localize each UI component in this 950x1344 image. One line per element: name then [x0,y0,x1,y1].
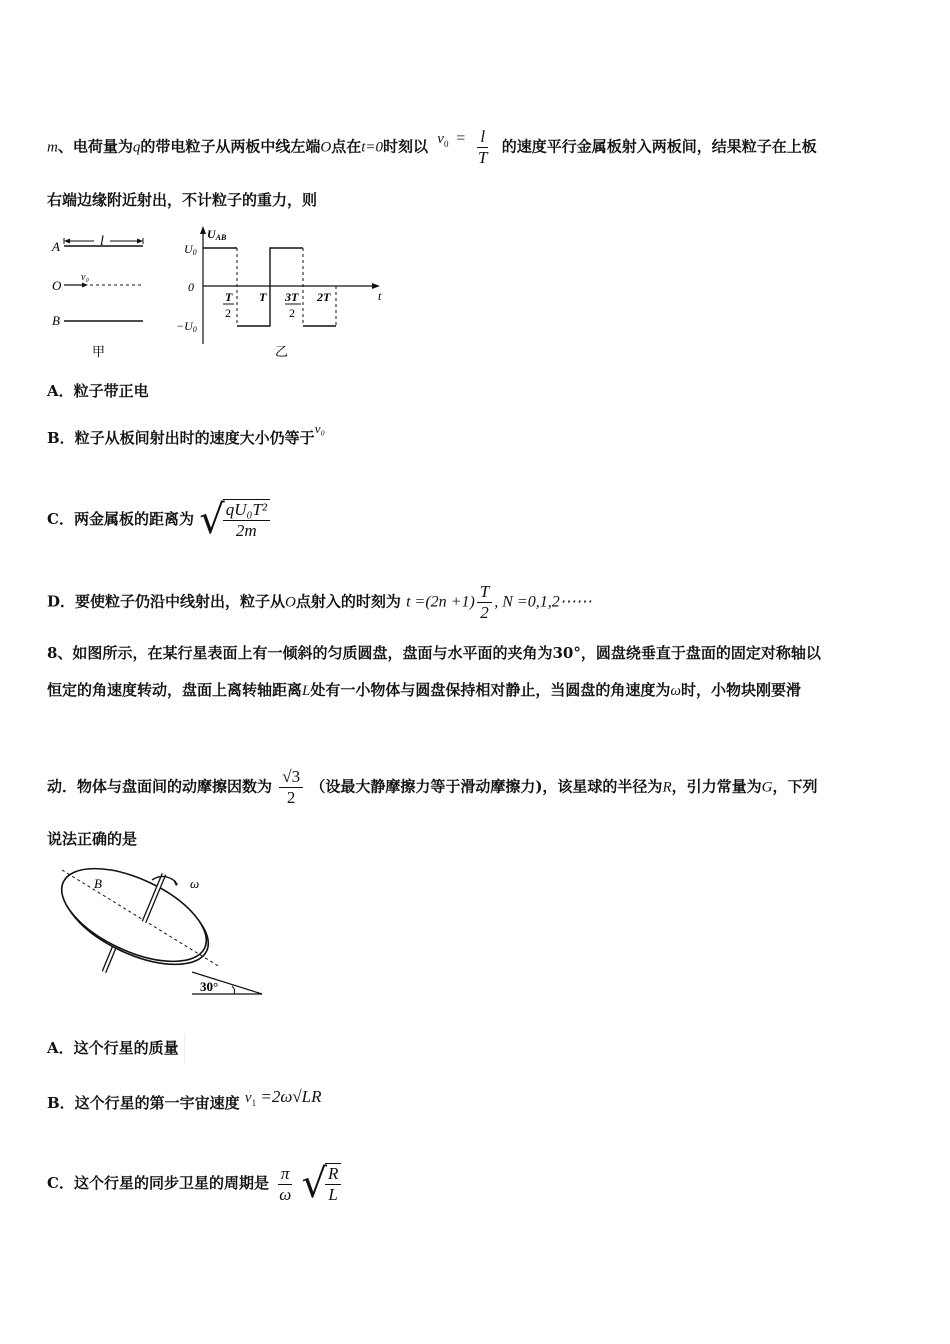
q7-option-d[interactable]: D．要使粒子仍沿中线射出，粒子从O点射入的时刻为 t =(2n +1) $\frac{T}{2}$ , N =0,1,2⋯⋯ [47,582,592,622]
q7-line2: 右端边缘附近射出，不计粒子的重力，则 [47,191,318,209]
q7-figure [40,222,400,362]
faded-formula-icon [184,1034,195,1064]
tick-3T-half-num: 3T [285,290,299,304]
omega-label: ω [190,876,200,891]
label-A: A [52,239,60,254]
tick-T-half-num: T [225,290,233,304]
t-axis-label: t [378,289,382,303]
caption-jia: 甲 [92,344,106,359]
q7-option-c[interactable]: C．两金属板的距离为 √ $\frac{\text{qU₀T²}}{2m}$ [47,499,272,541]
q8-option-b[interactable]: B．这个行星的第一宇宙速度 $v_1 =2\omega√LR$ [47,1087,322,1112]
tilted-disc [48,860,262,994]
label-l: l [100,234,104,249]
tick-3T-half-den: 2 [289,306,295,320]
q8-option-c[interactable]: C．这个行星的同步卫星的周期是 $\frac{\pi}{\omega}$ √ $\frac{R}{L}$ [47,1163,343,1205]
mu-fraction: $\frac{√3}{2}$ [279,767,303,808]
zero-label: 0 [188,280,194,294]
disc-label-B: B [94,876,102,891]
angle-label: 30° [200,979,219,994]
label-B: B [52,313,60,328]
q8-line4: 说法正确的是 [47,830,138,848]
q8-line2: 恒定的角速度转动，盘面上离转轴距离L处有一小物体与圆盘保持相对静止，当圆盘的角速度为ω时，小物块刚要滑 [47,681,801,699]
tick-T: T [259,290,267,304]
label-v0: v₀ [81,272,89,283]
radical-formula: √ $\frac{R}{L}$ [301,1163,343,1205]
figure-jia [51,234,143,359]
q7-option-a[interactable]: A．粒子带正电 [47,382,149,400]
tick-T-half-den: 2 [225,306,231,320]
q7-intro-line: m、电荷量为q的带电粒子从两板中线左端O点在t=0时刻以 $v_0$ = $\frac{l}{T}$ 的速度平行金属板射入两板间，结果粒子在上板 [47,127,817,167]
q8-line1: 8、如图所示，在某行星表面上有一倾斜的匀质圆盘，盘面与水平面的夹角为30°，圆盘绕垂直于盘面的固定对称轴以 [47,644,821,662]
label-O: O [52,278,62,293]
q8-line3: 动．物体与盘面间的动摩擦因数为 $\frac{√3}{2}$ （设最大静摩擦力等于滑动摩擦力)，该星球的半径为R，引力常量为G，下列 [47,767,818,807]
q7-option-b[interactable]: B．粒子从板间射出时的速度大小仍等于v₀ [47,421,325,447]
u0-label: U0 [184,242,197,257]
figure-yi [176,226,382,359]
q8-figure [40,860,270,1000]
v0-formula: $v_0$ = $\frac{l}{T}$ [437,127,488,167]
u-axis-label: UAB [207,227,227,242]
neg-u0-label: −U0 [176,319,197,334]
q8-option-a[interactable]: A．这个行星的质量 [47,1034,195,1064]
radical-formula: √ $\frac{\text{qU₀T²}}{2m}$ [199,499,272,541]
tick-2T: 2T [317,290,331,304]
caption-yi: 乙 [275,344,289,359]
